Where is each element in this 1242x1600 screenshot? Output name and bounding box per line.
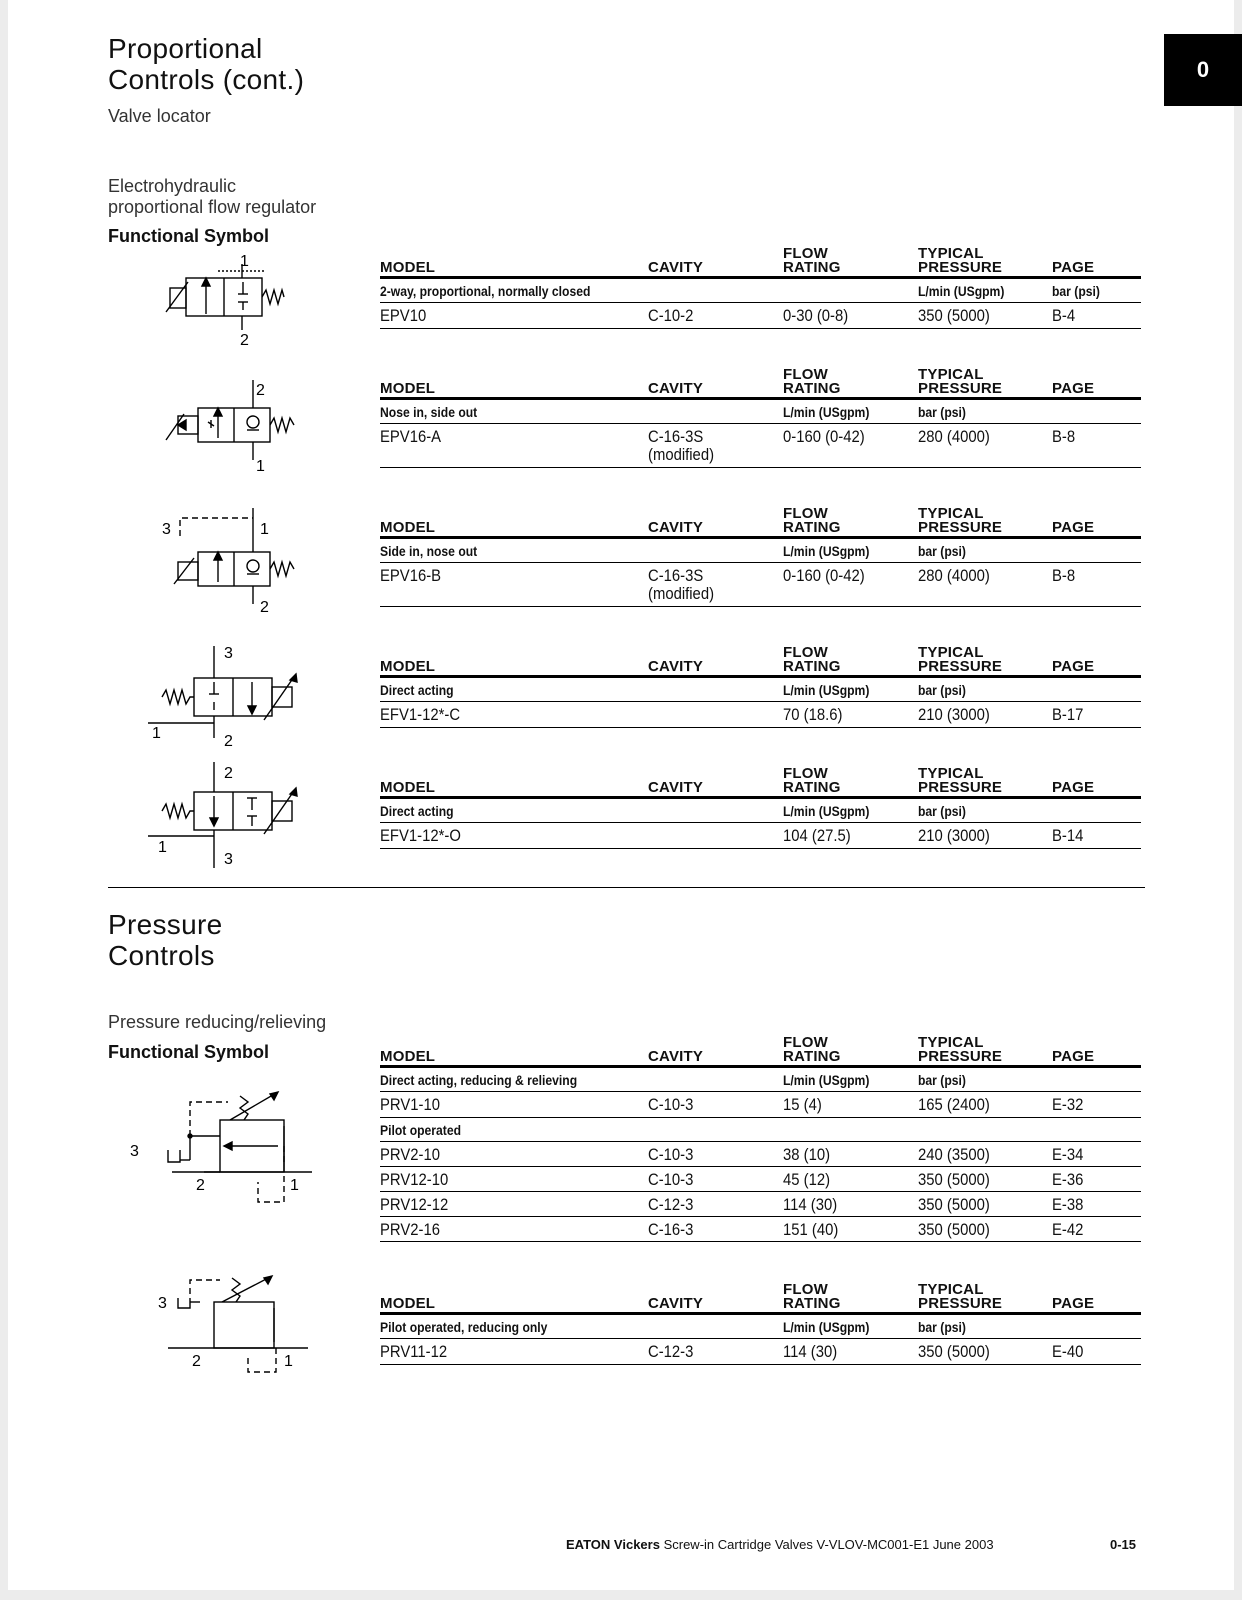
cell-model: EFV1-12*-C (380, 706, 461, 724)
unit-label: L/min (USgpm) (783, 405, 870, 420)
functional-symbol-label-2: Functional Symbol (108, 1042, 270, 1062)
table-row (380, 563, 1141, 607)
cell-model: EFV1-12*-O (380, 827, 461, 845)
cell-cavity: C-10-2 (648, 307, 694, 325)
table-header (380, 1280, 1141, 1315)
cell-page: E-34 (1052, 1146, 1084, 1164)
port-label: 2 (256, 382, 265, 399)
cell-page: E-36 (1052, 1171, 1084, 1189)
cell-page: B-8 (1052, 567, 1076, 585)
valve-symbol-epv16a (158, 378, 308, 476)
port-label: 2 (224, 733, 233, 750)
section-divider (108, 887, 1145, 888)
footer-doc: Screw-in Cartridge Valves V-VLOV-MC001-E1 June 2003 (663, 1537, 994, 1552)
col-cavity: CAVITY (648, 380, 704, 397)
unit-label: bar (psi) (918, 405, 966, 420)
table-row (380, 303, 1141, 329)
unit-label: L/min (USgpm) (783, 804, 870, 819)
unit-label: bar (psi) (918, 544, 966, 559)
cell-page: B-4 (1052, 307, 1076, 325)
units-row (380, 1315, 1141, 1339)
units-row (380, 678, 1141, 702)
col-cavity: CAVITY (648, 1295, 704, 1312)
unit-label: Direct acting, reducing & relieving (380, 1073, 578, 1088)
col-model: MODEL (380, 519, 436, 536)
col-page: PAGE (1052, 1048, 1095, 1065)
group-row (380, 1118, 1141, 1142)
table-header (380, 1033, 1141, 1068)
cell-model: EPV16-A (380, 428, 442, 446)
unit-label: Side in, nose out (380, 544, 478, 559)
cell-page: B-8 (1052, 428, 1076, 446)
unit-label: L/min (USgpm) (783, 544, 870, 559)
table-row (380, 1217, 1141, 1242)
cell-model: EPV10 (380, 307, 427, 325)
valve-table-prv (380, 1033, 1141, 1242)
table-row (380, 1092, 1141, 1118)
col-flow: FLOW RATING (783, 366, 841, 397)
section-title-line2: proportional flow regulator (108, 197, 317, 217)
section-title-line1: Electrohydraulic (108, 176, 237, 196)
col-flow: FLOW RATING (783, 765, 841, 796)
cell-pressure: 350 (5000) (918, 1221, 990, 1239)
table-row (380, 1339, 1141, 1365)
cell-model: PRV12-12 (380, 1196, 449, 1214)
table-header (380, 643, 1141, 678)
units-row (380, 1068, 1141, 1092)
col-pressure: TYPICAL PRESSURE (918, 1281, 1003, 1312)
cell-model: PRV12-10 (380, 1171, 449, 1189)
cell-cavity: C-12-3 (648, 1196, 694, 1214)
valve-table (380, 504, 1141, 607)
col-flow: FLOW RATING (783, 644, 841, 675)
col-pressure: TYPICAL PRESSURE (918, 765, 1003, 796)
page-number: 0-15 (1110, 1537, 1137, 1552)
units-row (380, 539, 1141, 563)
port-label: 1 (290, 1177, 299, 1194)
unit-label: Nose in, side out (380, 405, 478, 420)
col-cavity: CAVITY (648, 519, 704, 536)
col-cavity: CAVITY (648, 658, 704, 675)
unit-label: bar (psi) (1052, 284, 1100, 299)
cell-pressure: 165 (2400) (918, 1096, 990, 1114)
page-title-line2: Controls (cont.) (108, 64, 305, 95)
unit-label: 2-way, proportional, normally closed (380, 284, 591, 299)
cell-page: E-42 (1052, 1221, 1084, 1239)
cell-model: EPV16-B (380, 567, 442, 585)
cell-page: E-38 (1052, 1196, 1084, 1214)
cell-model: PRV2-16 (380, 1221, 440, 1239)
table-row (380, 823, 1141, 849)
units-row (380, 279, 1141, 303)
cell-pressure: 210 (3000) (918, 827, 990, 845)
cell-page: E-32 (1052, 1096, 1084, 1114)
port-label: 1 (284, 1353, 293, 1370)
port-label: 3 (158, 1295, 167, 1312)
unit-label: L/min (USgpm) (783, 1320, 870, 1335)
port-label: 2 (224, 765, 233, 782)
col-pressure: TYPICAL PRESSURE (918, 245, 1003, 276)
cell-page: B-14 (1052, 827, 1084, 845)
table-header (380, 365, 1141, 400)
port-label: 2 (192, 1353, 201, 1370)
cell-flow: 0-160 (0-42) (783, 428, 865, 446)
section2-subtitle: Pressure reducing/relieving (108, 1012, 327, 1032)
unit-label: L/min (USgpm) (783, 1073, 870, 1088)
table-row (380, 424, 1141, 468)
valve-symbol-epv10 (158, 252, 308, 348)
section2-title-line1: Pressure (108, 909, 223, 940)
col-page: PAGE (1052, 259, 1095, 276)
units-row (380, 400, 1141, 424)
col-cavity: CAVITY (648, 779, 704, 796)
valve-symbol-prv11 (148, 1272, 318, 1382)
col-cavity: CAVITY (648, 1048, 704, 1065)
table-header (380, 764, 1141, 799)
cell-cavity: C-12-3 (648, 1343, 694, 1361)
port-label: 2 (240, 332, 249, 348)
port-label: 1 (240, 253, 249, 270)
cell-pressure: 240 (3500) (918, 1146, 990, 1164)
col-page: PAGE (1052, 519, 1095, 536)
col-model: MODEL (380, 380, 436, 397)
col-pressure: TYPICAL PRESSURE (918, 644, 1003, 675)
valve-symbol-epv16b (158, 508, 308, 614)
cell-pressure: 210 (3000) (918, 706, 990, 724)
unit-label: bar (psi) (918, 1320, 966, 1335)
port-label: 1 (260, 521, 269, 538)
cell-page: E-40 (1052, 1343, 1084, 1361)
port-label: 3 (224, 851, 233, 868)
unit-label: bar (psi) (918, 1073, 966, 1088)
unit-label: Direct acting (380, 683, 454, 698)
cell-pressure: 280 (4000) (918, 567, 990, 585)
valve-table (380, 643, 1141, 728)
cell-flow: 0-160 (0-42) (783, 567, 865, 585)
col-model: MODEL (380, 259, 436, 276)
cell-pressure: 280 (4000) (918, 428, 990, 446)
col-page: PAGE (1052, 658, 1095, 675)
cell-flow: 38 (10) (783, 1146, 831, 1164)
cell-pressure: 350 (5000) (918, 1171, 990, 1189)
cell-cavity: C-16-3 (648, 1221, 694, 1239)
port-label: 3 (224, 645, 233, 662)
col-pressure: TYPICAL PRESSURE (918, 1034, 1003, 1065)
col-pressure: TYPICAL PRESSURE (918, 505, 1003, 536)
cell-pressure: 350 (5000) (918, 1343, 990, 1361)
table-header (380, 504, 1141, 539)
page-subtitle: Valve locator (108, 106, 211, 126)
cell-cavity: C-10-3 (648, 1146, 694, 1164)
cell-model: PRV1-10 (380, 1096, 440, 1114)
cell-pressure: 350 (5000) (918, 307, 990, 325)
table-row (380, 1167, 1141, 1192)
valve-symbol-efv1o (148, 760, 318, 872)
cell-model: PRV2-10 (380, 1146, 440, 1164)
cell-pressure: 350 (5000) (918, 1196, 990, 1214)
table-header (380, 244, 1141, 279)
unit-label: Pilot operated, reducing only (380, 1320, 548, 1335)
table-row (380, 702, 1141, 728)
col-page: PAGE (1052, 1295, 1095, 1312)
chapter-tab: 0 (1164, 34, 1242, 106)
cell-flow: 45 (12) (783, 1171, 831, 1189)
port-label: 1 (158, 839, 167, 856)
cell-model: PRV11-12 (380, 1343, 448, 1361)
valve-symbol-prv (128, 1090, 318, 1210)
cell-flow: 151 (40) (783, 1221, 839, 1239)
col-model: MODEL (380, 658, 436, 675)
footer-text (566, 1537, 994, 1552)
document-page (8, 0, 1234, 1590)
cell-cavity: C-16-3S (modified) (648, 567, 715, 603)
page-title-line1: Proportional (108, 33, 263, 64)
col-pressure: TYPICAL PRESSURE (918, 366, 1003, 397)
valve-table (380, 764, 1141, 849)
table-row (380, 1192, 1141, 1217)
cell-flow: 114 (30) (783, 1196, 838, 1214)
cell-page: B-17 (1052, 706, 1084, 724)
valve-table (380, 365, 1141, 468)
cell-cavity: C-16-3S (modified) (648, 428, 715, 464)
col-page: PAGE (1052, 779, 1095, 796)
col-model: MODEL (380, 779, 436, 796)
col-flow: FLOW RATING (783, 505, 841, 536)
port-label: 2 (196, 1177, 205, 1194)
table-row (380, 1142, 1141, 1167)
cell-flow: 70 (18.6) (783, 706, 843, 724)
page-title (108, 33, 304, 95)
valve-table-epv10 (380, 244, 1141, 329)
cell-cavity: C-10-3 (648, 1171, 694, 1189)
functional-symbol-label: Functional Symbol (108, 226, 270, 246)
unit-label: L/min (USgpm) (918, 284, 1005, 299)
cell-flow: 15 (4) (783, 1096, 822, 1114)
port-label: 1 (256, 458, 265, 475)
port-label: 3 (130, 1143, 139, 1160)
unit-label: L/min (USgpm) (783, 683, 870, 698)
port-label: 1 (152, 725, 161, 742)
section2-title (108, 909, 222, 971)
col-flow: FLOW RATING (783, 245, 841, 276)
col-flow: FLOW RATING (783, 1034, 841, 1065)
unit-label: Direct acting (380, 804, 454, 819)
cell-cavity: C-10-3 (648, 1096, 694, 1114)
unit-label: bar (psi) (918, 804, 966, 819)
port-label: 2 (260, 599, 269, 614)
section2-title-line2: Controls (108, 940, 215, 971)
col-model: MODEL (380, 1295, 436, 1312)
col-cavity: CAVITY (648, 259, 704, 276)
valve-symbol-efv1c (148, 640, 318, 752)
unit-label: bar (psi) (918, 683, 966, 698)
units-row (380, 799, 1141, 823)
col-flow: FLOW RATING (783, 1281, 841, 1312)
col-page: PAGE (1052, 380, 1095, 397)
port-label: 3 (162, 521, 171, 538)
cell-flow: 104 (27.5) (783, 827, 851, 845)
cell-flow: 114 (30) (783, 1343, 838, 1361)
col-model: MODEL (380, 1048, 436, 1065)
footer-brand: EATON Vickers (566, 1537, 660, 1552)
cell-flow: 0-30 (0-8) (783, 307, 849, 325)
group-label: Pilot operated (380, 1123, 462, 1138)
section-title (108, 176, 316, 218)
valve-table-prv11 (380, 1280, 1141, 1365)
